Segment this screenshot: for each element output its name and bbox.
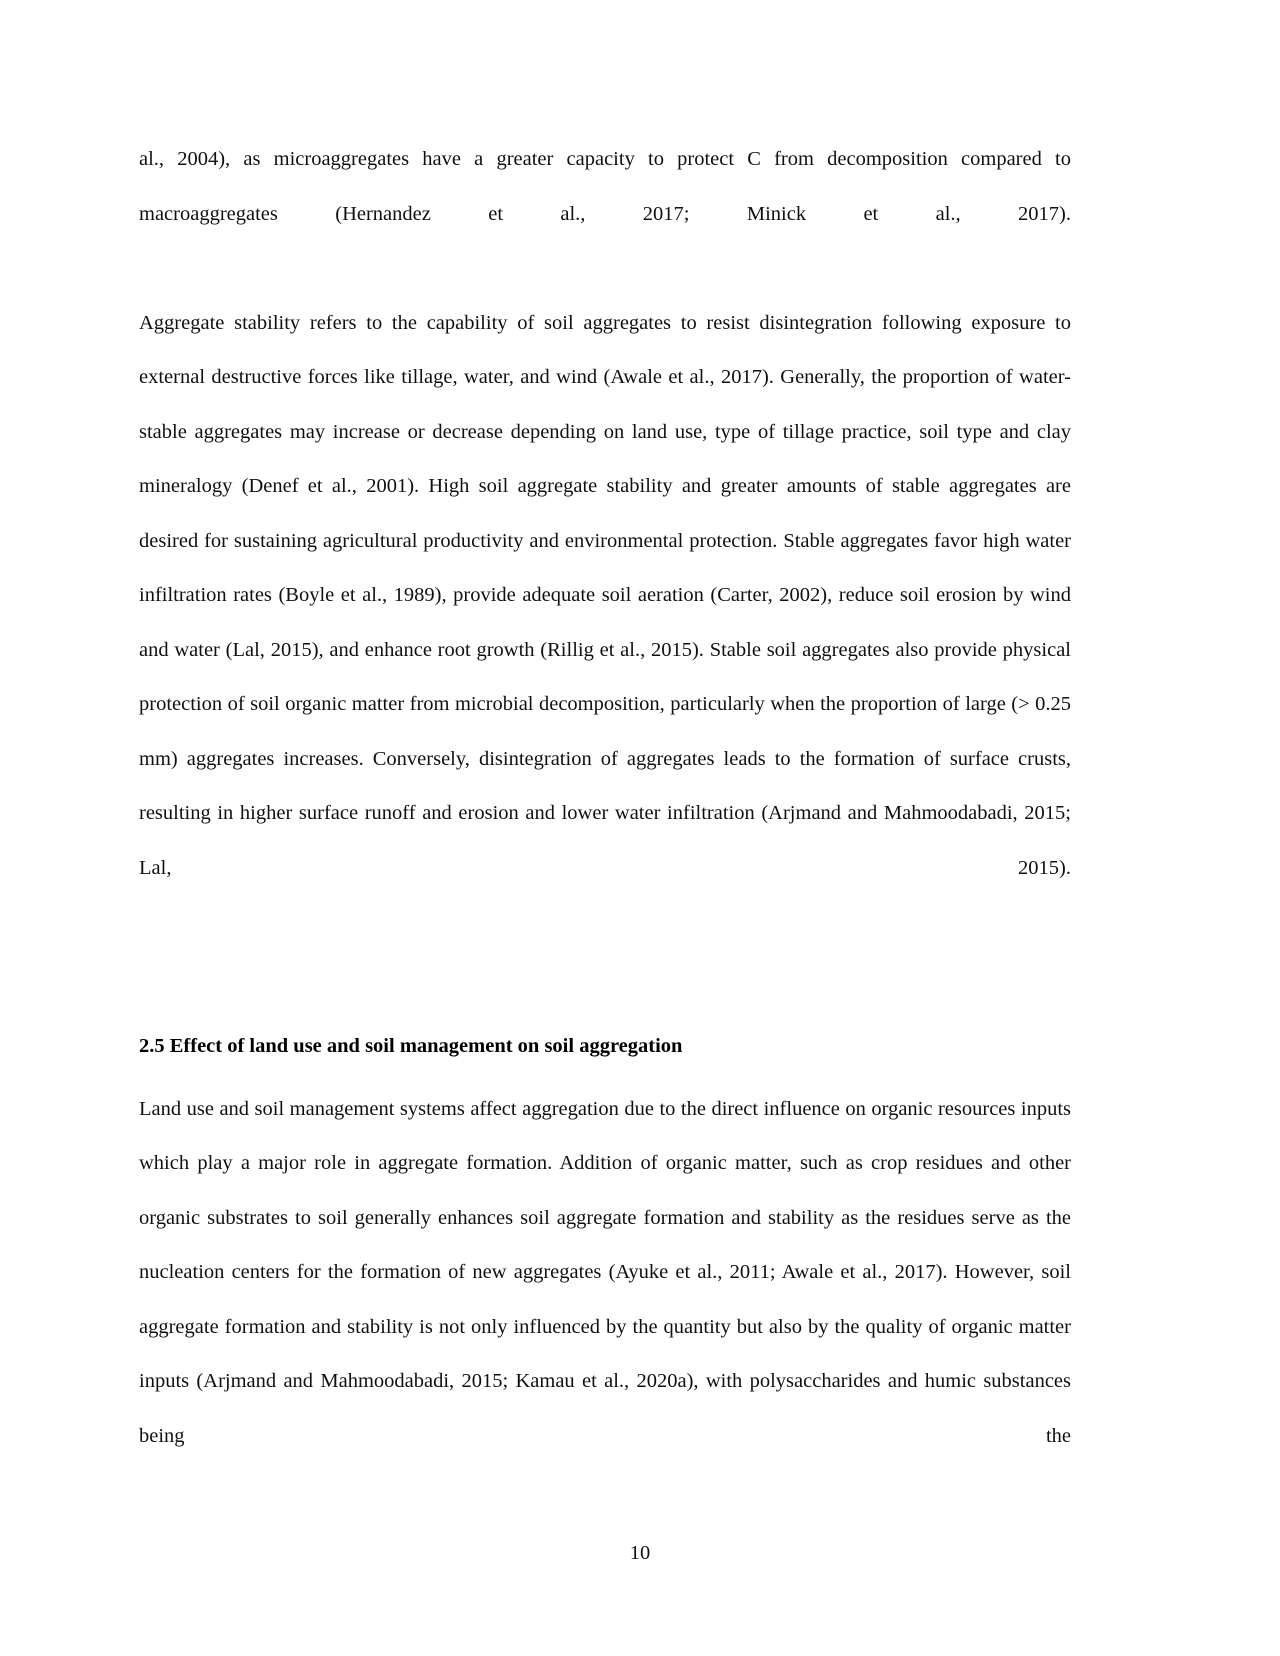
heading-spacer — [139, 1066, 1071, 1082]
page-content-column — [139, 132, 1071, 1518]
section-spacer — [139, 950, 1071, 1026]
paragraph-continued-from-previous-page: al., 2004), as microaggregates have a greater capacity to protect C from decomposition compared to macroaggregates (Hernandez et al., 2017; Minick et al., 2017). — [139, 148, 1071, 225]
page-number-footer: 10 — [629, 1542, 651, 1564]
paragraph-aggregate-stability: Aggregate stability refers to the capability of soil aggregates to resist disintegration following exposure to external destructive forces like tillage, water, and wind (Awale et al., 2017). Generally, the proportion of water-stable aggregates may increase or decrease depending on land use, type of tillage practice, soil type and clay mineralogy (Denef et al., 2001). High soil aggregate stability and greater amounts of stable aggregates are desired for sustaining agricultural productivity and environmental protection. Stable aggregates favor high water infiltration rates (Boyle et al., 1989), provide adequate soil aeration (Carter, 2002), reduce soil erosion by wind and water (Lal, 2015), and enhance root growth (Rillig et al., 2015). Stable soil aggregates also provide physical protection of soil organic matter from microbial decomposition, particularly when the proportion of large (> 0.25 mm) aggregates increases. Conversely, disintegration of aggregates leads to the formation of surface crusts, resulting in higher surface runoff and erosion and lower water infiltration (Arjmand and Mahmoodabadi, 2015; Lal, 2015). — [139, 311, 1071, 879]
paragraph-section-2-5-body: Land use and soil management systems affect aggregation due to the direct influence on organic resources inputs which play a major role in aggregate formation. Addition of organic matter, such as crop residues and other organic substrates to soil generally enhances soil aggregate formation and stability as the residues serve as the nucleation centers for the formation of new aggregates (Ayuke et al., 2011; Awale et al., 2017). However, soil aggregate formation and stability is not only influenced by the quantity but also by the quality of organic matter inputs (Arjmand and Mahmoodabadi, 2015; Kamau et al., 2020a), with polysaccharides and humic substances being the — [139, 1097, 1071, 1447]
section-heading-2-5: 2.5 Effect of land use and soil management on soil aggregation — [139, 1034, 683, 1057]
